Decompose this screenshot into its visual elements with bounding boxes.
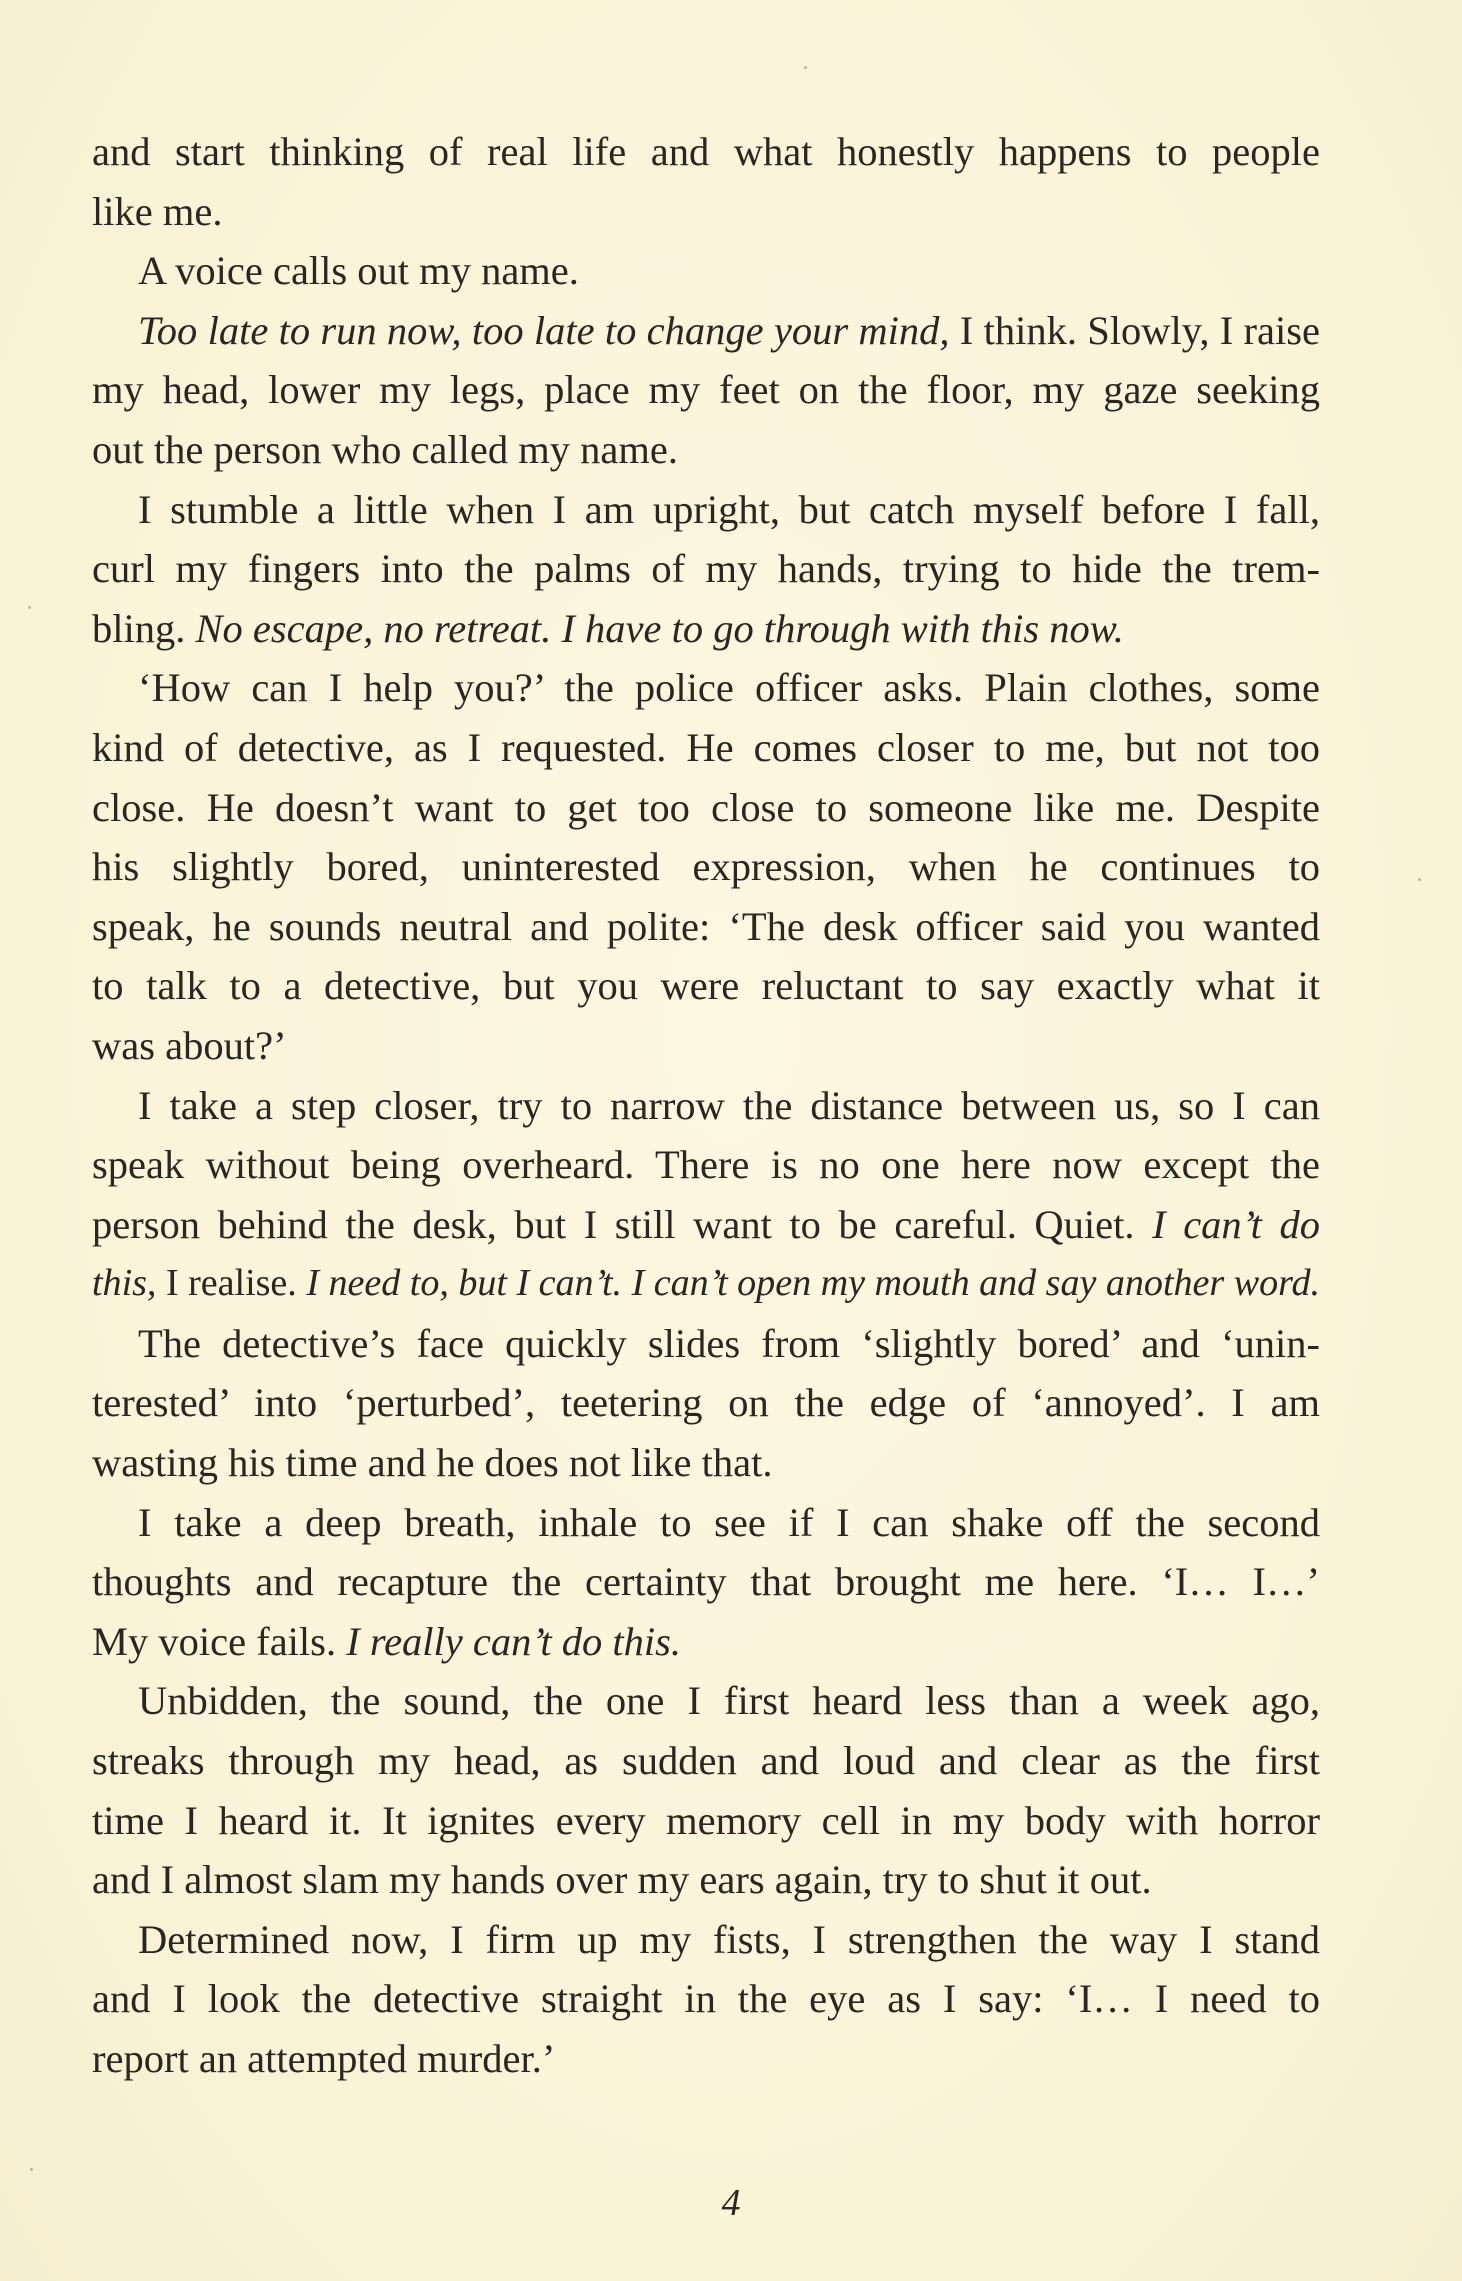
page-number: 4 xyxy=(721,2182,741,2224)
text-line xyxy=(92,1016,1320,1076)
text-line xyxy=(92,1195,1320,1255)
roman-text: out the person who called my name. xyxy=(92,426,678,472)
text-line xyxy=(92,2029,1320,2089)
text-line xyxy=(92,1791,1320,1851)
paper-speck xyxy=(804,66,807,69)
text-line xyxy=(92,480,1320,540)
roman-text: and I look the detective straight in the eye as I say: ‘I… I need to xyxy=(92,1976,1320,2022)
italic-text: I can’t do xyxy=(1152,1201,1321,1247)
text-line xyxy=(92,182,1320,242)
roman-text: person behind the desk, but I still want to be careful. Quiet. xyxy=(92,1201,1153,1247)
italic-text: this, xyxy=(92,1262,157,1305)
roman-text: bling. xyxy=(92,605,196,651)
italic-text: Too late to run now, too late to change your mind, xyxy=(138,307,950,353)
roman-text: I take a step closer, try to narrow the distance between us, so I can xyxy=(138,1082,1320,1128)
text-line xyxy=(92,1493,1320,1553)
roman-text: A voice calls out my name. xyxy=(138,248,579,294)
text-line xyxy=(92,658,1320,718)
paper-speck xyxy=(28,606,31,609)
body-text xyxy=(92,122,1320,2089)
roman-text: I stumble a little when I am upright, but catch myself before I fall, xyxy=(138,486,1320,532)
text-line xyxy=(92,897,1320,957)
roman-text: ‘How can I help you?’ the police officer asks. Plain clothes, some xyxy=(138,665,1320,711)
roman-text: I think. Slowly, I raise xyxy=(949,307,1321,353)
roman-text: wasting his time and he does not like that. xyxy=(92,1440,773,1486)
roman-text: thoughts and recapture the certainty that brought me here. ‘I… I…’ xyxy=(92,1559,1320,1605)
roman-text: and I almost slam my hands over my ears again, try to shut it out. xyxy=(92,1857,1152,1903)
roman-text: I realise. xyxy=(156,1262,307,1305)
text-line xyxy=(92,1373,1320,1433)
text-line xyxy=(92,1731,1320,1791)
text-line xyxy=(92,1433,1320,1493)
text-line xyxy=(92,837,1320,897)
text-line xyxy=(92,1135,1320,1195)
text-line xyxy=(92,1910,1320,1970)
roman-text: report an attempted murder.’ xyxy=(92,2036,556,2081)
text-line xyxy=(92,1076,1320,1136)
roman-text: The detective’s face quickly slides from ‘slightly bored’ and ‘unin- xyxy=(138,1320,1320,1366)
roman-text: speak, he sounds neutral and polite: ‘The desk officer said you wanted xyxy=(92,903,1320,949)
text-line xyxy=(92,1314,1320,1374)
text-line xyxy=(92,539,1320,599)
text-line xyxy=(92,778,1320,838)
text-line xyxy=(92,956,1320,1016)
roman-text: Unbidden, the sound, the one I first heard less than a week ago, xyxy=(138,1678,1320,1724)
italic-text: I need to, but I can’t. I can’t open my mouth and say another word. xyxy=(306,1262,1321,1305)
text-line xyxy=(92,1612,1320,1672)
text-line xyxy=(92,1254,1320,1314)
roman-text: I take a deep breath, inhale to see if I can shake off the second xyxy=(138,1499,1320,1545)
text-line xyxy=(92,1850,1320,1910)
text-line xyxy=(92,360,1320,420)
roman-text: curl my fingers into the palms of my hands, trying to hide the trem- xyxy=(92,546,1320,592)
roman-text: speak without being overheard. There is no one here now except the xyxy=(92,1142,1320,1188)
roman-text: My voice fails. xyxy=(92,1618,347,1664)
text-line xyxy=(92,241,1320,301)
text-line xyxy=(92,301,1320,361)
roman-text: Determined now, I firm up my fists, I strengthen the way I stand xyxy=(138,1916,1320,1962)
text-line xyxy=(92,1552,1320,1612)
italic-text: No escape, no retreat. I have to go through with this now. xyxy=(195,605,1124,651)
roman-text: terested’ into ‘perturbed’, teetering on the edge of ‘annoyed’. I am xyxy=(92,1380,1320,1426)
text-line xyxy=(92,599,1320,659)
roman-text: to talk to a detective, but you were reluctant to say exactly what it xyxy=(92,963,1320,1009)
italic-text: I really can’t do this. xyxy=(346,1618,682,1664)
text-line xyxy=(92,718,1320,778)
text-line xyxy=(92,420,1320,480)
roman-text: kind of detective, as I requested. He comes closer to me, but not too xyxy=(92,724,1320,770)
roman-text: like me. xyxy=(92,188,223,234)
roman-text: time I heard it. It ignites every memory cell in my body with horror xyxy=(92,1797,1320,1843)
roman-text: streaks through my head, as sudden and loud and clear as the first xyxy=(92,1738,1320,1784)
paper-speck xyxy=(30,2168,33,2171)
paper-speck xyxy=(1418,878,1421,881)
text-line xyxy=(92,1969,1320,2029)
roman-text: my head, lower my legs, place my feet on the floor, my gaze seeking xyxy=(92,367,1320,413)
roman-text: his slightly bored, uninterested expression, when he continues to xyxy=(92,844,1320,890)
roman-text: and start thinking of real life and what honestly happens to people xyxy=(92,129,1320,174)
text-line xyxy=(92,1671,1320,1731)
roman-text: was about?’ xyxy=(92,1022,287,1068)
text-line xyxy=(92,122,1320,182)
roman-text: close. He doesn’t want to get too close to someone like me. Despite xyxy=(92,784,1320,830)
